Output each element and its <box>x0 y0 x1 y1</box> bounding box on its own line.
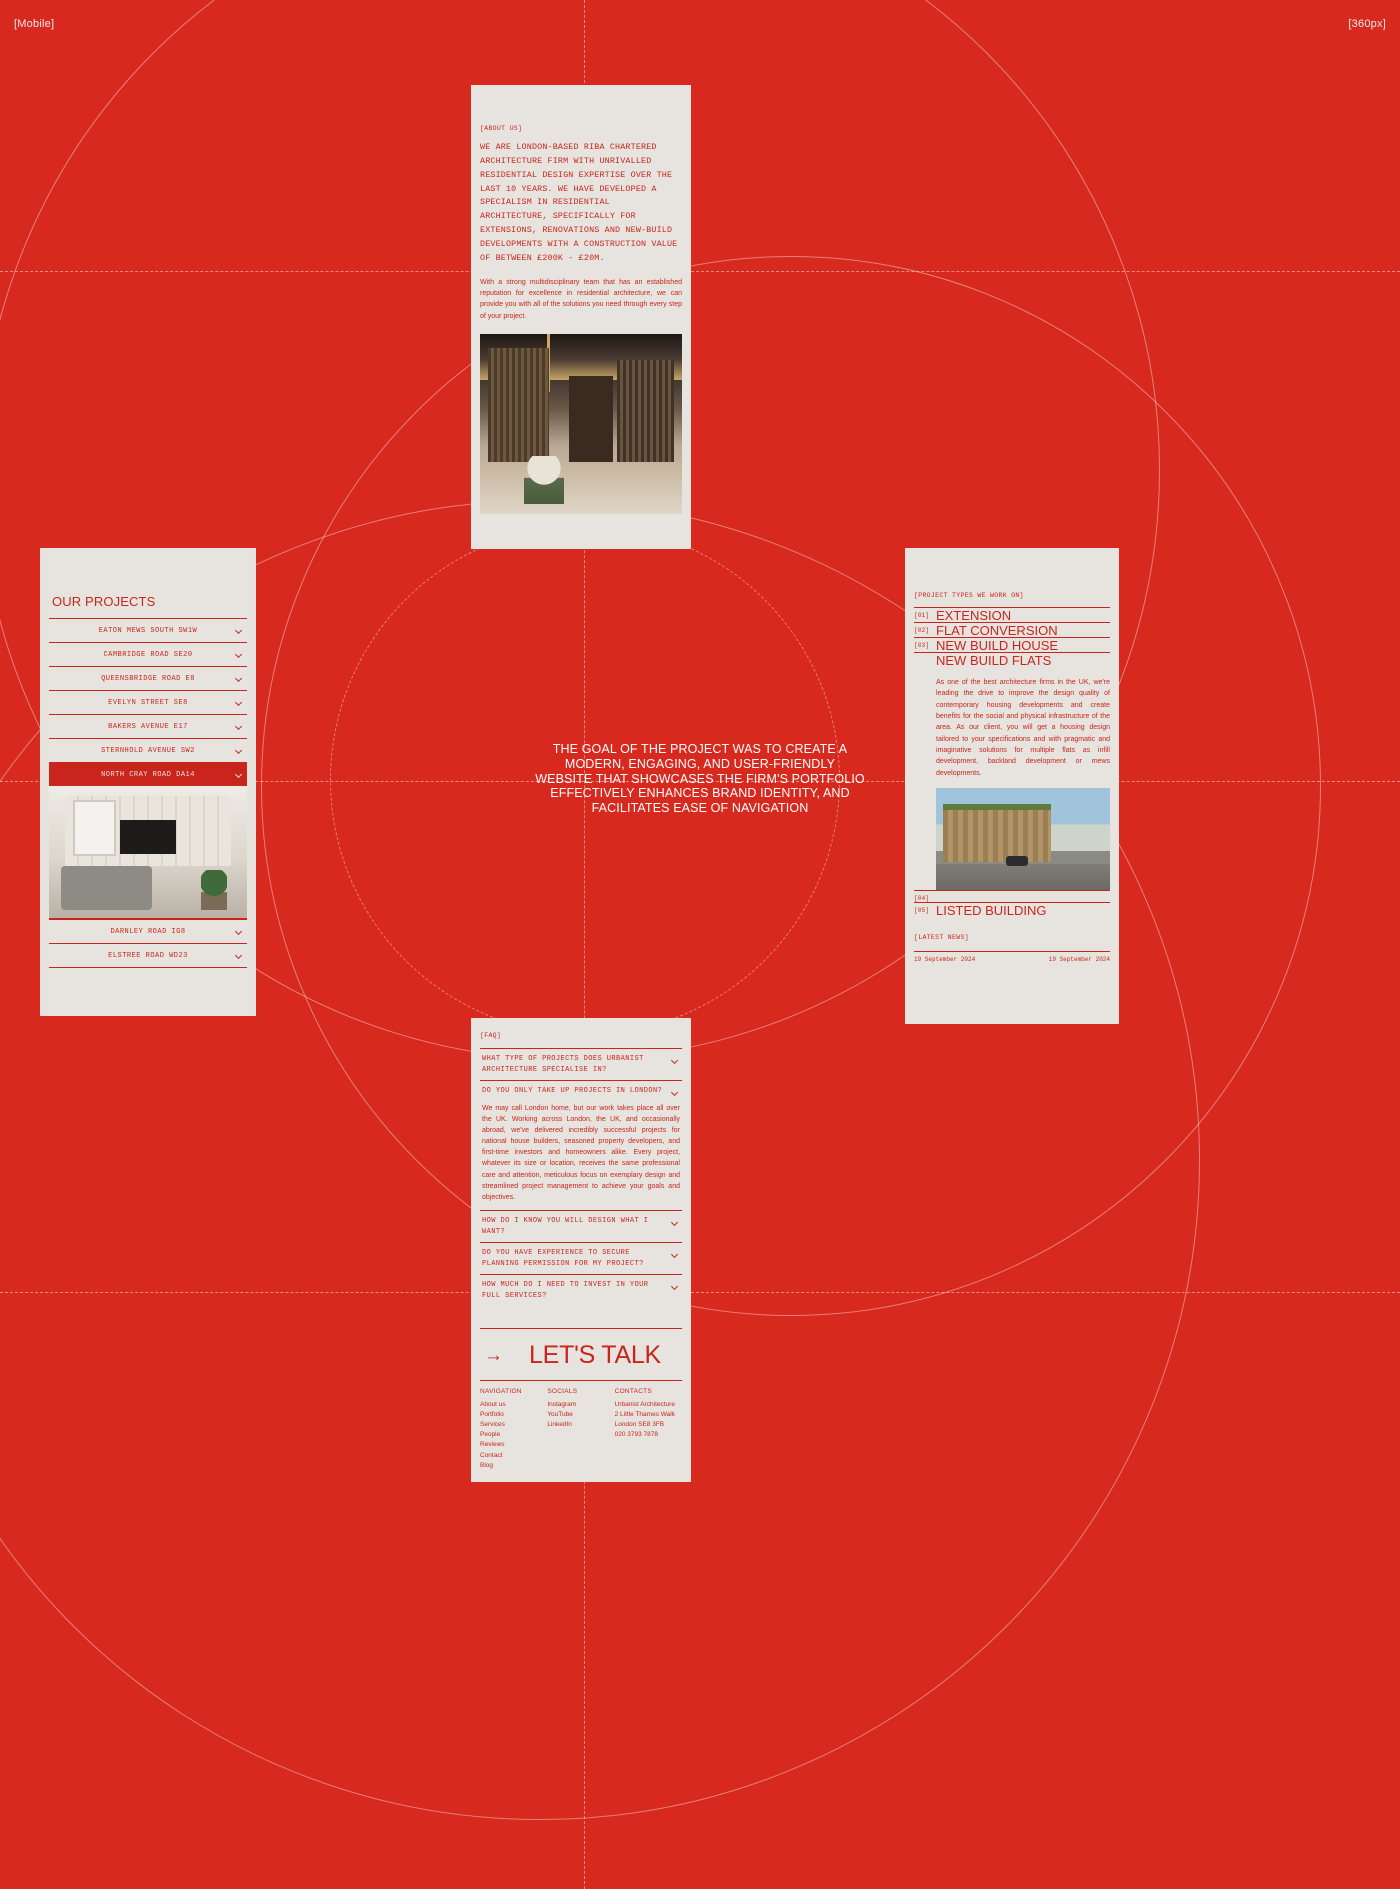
footer-column <box>615 1388 682 1470</box>
about-tag: [ABOUT US] <box>480 125 523 132</box>
project-row-label: DARNLEY ROAD IG8 <box>110 927 186 936</box>
chevron-down-icon <box>235 626 242 633</box>
footer-link[interactable]: YouTube <box>547 1411 573 1419</box>
about-image <box>480 334 682 514</box>
project-type-row[interactable] <box>914 607 1110 622</box>
footer-link-list <box>480 1400 547 1470</box>
project-type-row[interactable] <box>914 622 1110 637</box>
project-type-body: As one of the best architecture firms in the UK, we're leading the drive to improve the design quality of contemporary housing developments and create benefits for the social and physical infrastructure of the area. As our client, you will get a housing design tailored to your specifications and with pragmatic and imaginative solutions for multiple flats as infill development, backland development or mews developments. <box>936 679 1110 777</box>
project-type-row[interactable] <box>914 890 1110 902</box>
chevron-down-icon <box>235 927 242 934</box>
footer-column-title: NAVIGATION <box>480 1388 522 1396</box>
project-row-label: EATON MEWS SOUTH SW1W <box>98 626 198 635</box>
mobile-frame-faq <box>471 1018 691 1482</box>
footer-column <box>547 1388 614 1470</box>
faq-list <box>480 1048 682 1306</box>
chevron-down-icon <box>235 722 242 729</box>
label-mobile: [Mobile] <box>14 18 55 30</box>
lets-talk-label: LET'S TALK <box>529 1341 661 1370</box>
mobile-frame-about <box>471 85 691 549</box>
project-type-row[interactable] <box>914 637 1110 652</box>
project-type-label: FLAT CONVERSION <box>936 623 1058 638</box>
mobile-frame-project-types <box>905 548 1119 1024</box>
project-row[interactable] <box>49 919 247 943</box>
news-date-1: 19 September 2024 <box>914 955 976 963</box>
project-row[interactable] <box>49 666 247 690</box>
chevron-down-icon <box>671 1283 678 1290</box>
project-row[interactable] <box>49 690 247 714</box>
project-row-label: NORTH CRAY ROAD DA14 <box>101 770 195 779</box>
footer-column-title: SOCIALS <box>547 1388 578 1396</box>
project-row-label: STERNHOLD AVENUE SW2 <box>101 746 195 755</box>
project-row[interactable] <box>49 762 247 786</box>
project-row[interactable] <box>49 738 247 762</box>
chevron-down-icon <box>671 1219 678 1226</box>
chevron-down-icon <box>671 1089 678 1096</box>
about-body: With a strong multidisciplinary team that has an established reputation for excellence in residential architecture, we can provide you with all of the solutions you need through every step of your project. <box>480 278 682 320</box>
footer-link[interactable]: Urbanist Architecture <box>614 1401 675 1409</box>
label-width: [360px] <box>1348 18 1386 30</box>
about-headline: WE ARE LONDON-BASED RIBA CHARTERED ARCHITECTURE FIRM WITH UNRIVALLED RESIDENTIAL DESIGN EXPERTISE OVER THE LAST 10 YEARS. WE HAVE DEVELOPED A SPECIALISM IN RESIDENTIAL ARCHITECTURE, SPECIFICALLY FOR EXTENSIONS, RENOVATIONS AND NEW-BUILD DEVELOPMENTS WITH A CONSTRUCTION VALUE OF BETWEEN £200K - £20M. <box>480 142 678 263</box>
projects-footer-spacer <box>49 967 247 999</box>
chevron-down-icon <box>235 746 242 753</box>
footer-link[interactable]: LinkedIn <box>547 1421 572 1429</box>
chevron-down-icon <box>235 770 242 777</box>
footer-link[interactable]: 2 Little Thames Walk <box>614 1411 675 1419</box>
footer-link[interactable]: London SE8 3FB <box>614 1421 665 1429</box>
footer-link[interactable]: Services <box>480 1421 505 1429</box>
faq-question[interactable]: HOW MUCH DO I NEED TO INVEST IN YOUR FULL SERVICES? <box>480 1274 682 1306</box>
footer-link[interactable]: Reviews <box>480 1441 505 1449</box>
project-type-label: NEW BUILD FLATS <box>936 653 1052 668</box>
project-goal-caption: THE GOAL OF THE PROJECT WAS TO CREATE A MODERN, ENGAGING, AND USER-FRIENDLY WEBSITE THAT SHOWCASES THE FIRM'S PORTFOLIO EFFECTIVELY ENHANCES BRAND IDENTITY, AND FACILITATES EASE OF NAVIGATION <box>535 742 865 815</box>
faq-question[interactable]: DO YOU HAVE EXPERIENCE TO SECURE PLANNING PERMISSION FOR MY PROJECT? <box>480 1242 682 1274</box>
footer-link[interactable]: About us <box>480 1401 506 1409</box>
project-type-row[interactable] <box>914 652 1110 667</box>
project-type-image <box>936 788 1110 890</box>
footer-link[interactable]: Instagram <box>547 1401 577 1409</box>
chevron-down-icon <box>235 951 242 958</box>
latest-news-dates <box>914 951 1110 963</box>
project-type-row[interactable] <box>914 902 1110 917</box>
project-row-label: CAMBRIDGE ROAD SE20 <box>103 650 193 659</box>
project-row-label: EVELYN STREET SE8 <box>108 698 188 707</box>
chevron-down-icon <box>235 674 242 681</box>
footer-link[interactable]: Blog <box>480 1461 494 1469</box>
footer-link[interactable]: Portfolio <box>480 1411 504 1419</box>
project-types-tag: [PROJECT TYPES WE WORK ON] <box>914 592 1024 599</box>
footer <box>480 1380 682 1470</box>
project-types-list <box>914 607 1110 917</box>
project-type-number <box>914 654 930 657</box>
project-type-label: EXTENSION <box>936 608 1012 623</box>
faq-answer: We may call London home, but our work takes place all over the UK. Working across London, the UK, and occasionally abroad, we've delivered incredibly successful projects for national house builders, seasoned property developers, and first-time investors and homeowners alike. Every project, whatever its size or location, receives the same professional care and attention, meticulous focus on exemplary design and streamlined project management to achieve your goals and objectives. <box>482 1104 680 1201</box>
footer-link[interactable]: Contact <box>480 1451 503 1459</box>
lets-talk-cta[interactable] <box>480 1328 682 1380</box>
faq-question[interactable]: WHAT TYPE OF PROJECTS DOES URBANIST ARCHITECTURE SPECIALISE IN? <box>480 1048 682 1080</box>
latest-news-tag: [LATEST NEWS] <box>914 933 969 941</box>
project-type-label: NEW BUILD HOUSE <box>936 638 1059 653</box>
project-type-number: [04] <box>914 894 930 902</box>
footer-column <box>480 1388 547 1470</box>
faq-tag: [FAQ] <box>480 1032 502 1039</box>
footer-link-list <box>615 1400 682 1440</box>
chevron-down-icon <box>235 698 242 705</box>
footer-link[interactable]: People <box>480 1431 501 1439</box>
project-row[interactable] <box>49 943 247 967</box>
projects-list <box>49 618 247 967</box>
project-expanded-image <box>49 786 247 919</box>
mobile-frame-projects <box>40 548 256 1016</box>
project-row-label: QUEENSBRIDGE ROAD E8 <box>101 674 195 683</box>
chevron-down-icon <box>671 1057 678 1064</box>
project-row[interactable] <box>49 642 247 666</box>
footer-column-title: CONTACTS <box>614 1388 652 1396</box>
chevron-down-icon <box>235 650 242 657</box>
project-type-number: [01] <box>914 612 930 619</box>
page-title: OUR PROJECTS <box>52 594 156 609</box>
project-type-number: [05] <box>914 906 930 914</box>
chevron-down-icon <box>671 1251 678 1258</box>
project-type-number: [03] <box>914 642 930 649</box>
project-type-number: [02] <box>914 627 930 634</box>
faq-question[interactable]: HOW DO I KNOW YOU WILL DESIGN WHAT I WANT? <box>480 1210 682 1242</box>
footer-link[interactable]: 020 3793 7878 <box>614 1431 659 1439</box>
project-row[interactable] <box>49 618 247 642</box>
project-type-label: LISTED BUILDING <box>936 902 1047 918</box>
footer-link-list <box>547 1400 614 1430</box>
project-row-label: BAKERS AVENUE E17 <box>108 722 188 731</box>
project-row-label: ELSTREE ROAD WD23 <box>108 951 188 960</box>
project-row[interactable] <box>49 714 247 738</box>
faq-question[interactable]: DO YOU ONLY TAKE UP PROJECTS IN LONDON? <box>480 1080 682 1102</box>
arrow-right-icon: → <box>484 1345 503 1367</box>
news-date-2: 19 September 2024 <box>1048 955 1110 963</box>
